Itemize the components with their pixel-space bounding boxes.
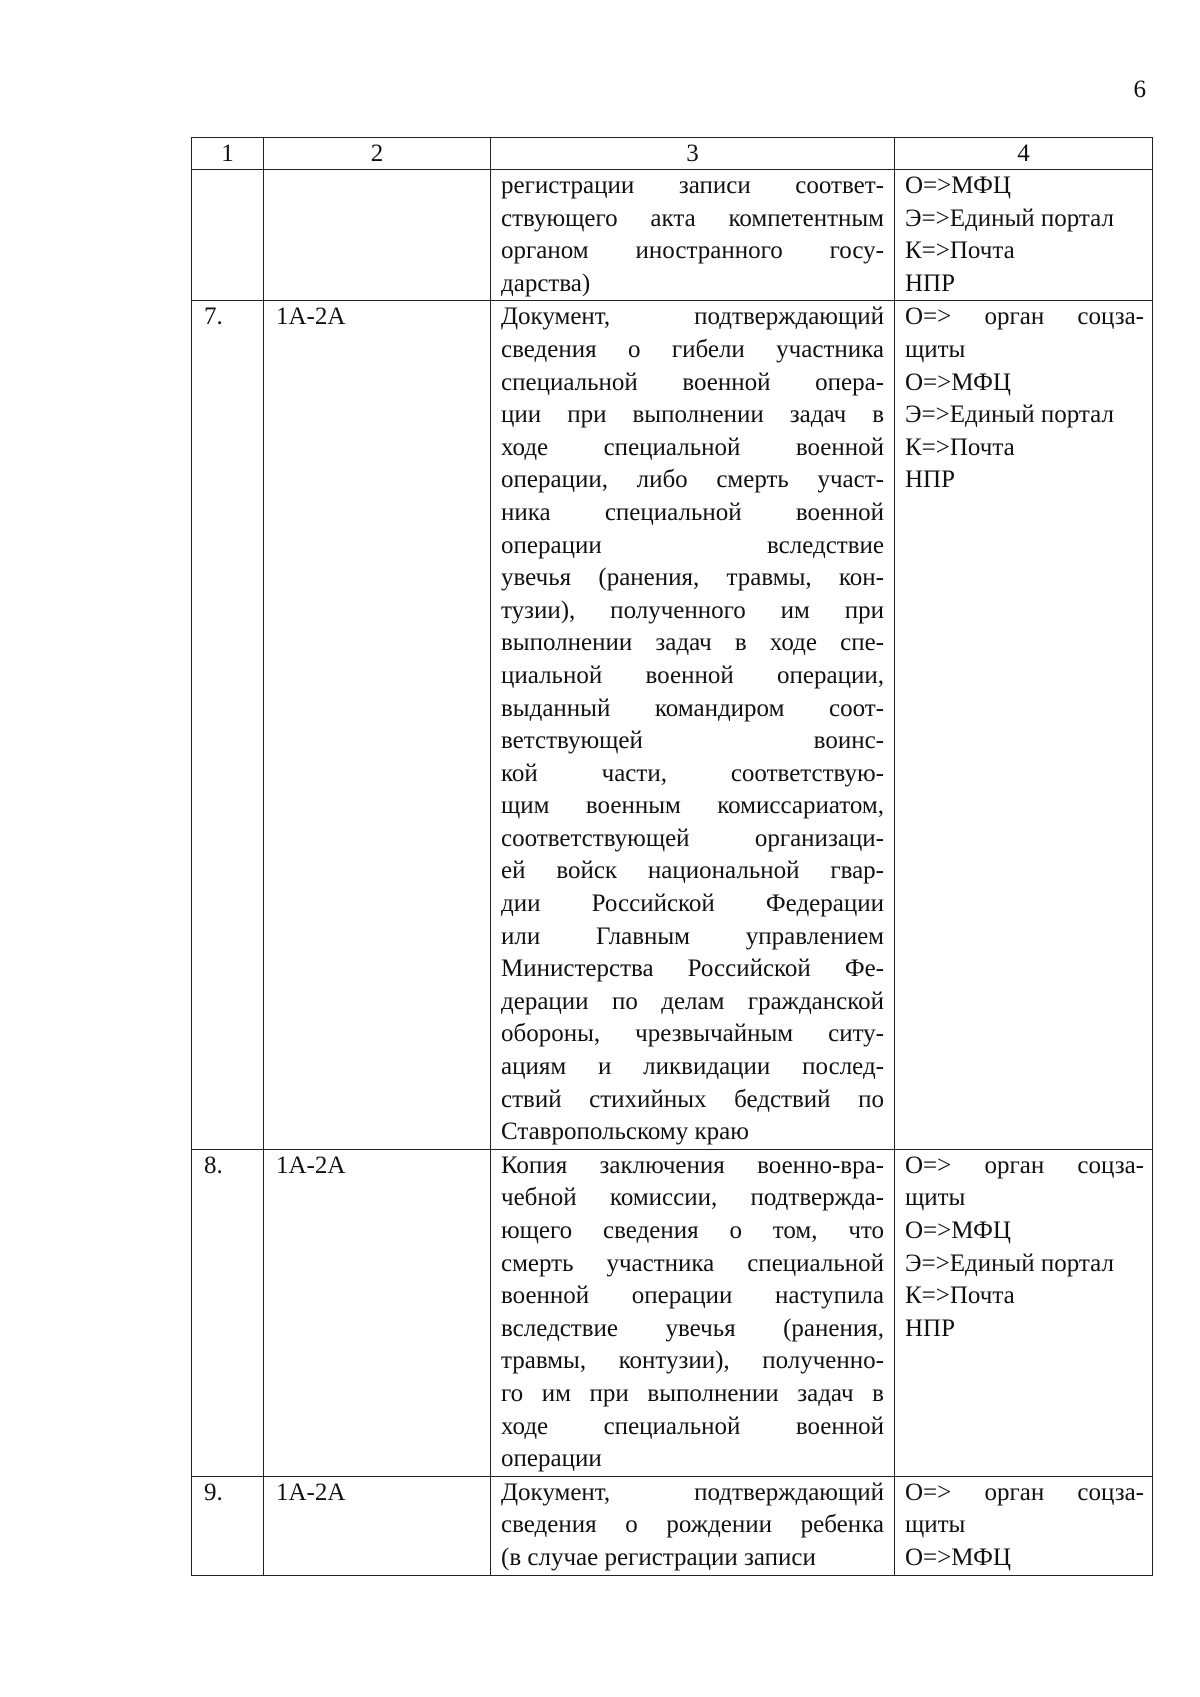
header-cell-4: 4 [895, 138, 1153, 170]
description-line: специальной военной опера- [501, 368, 884, 396]
channel-line: НПР [905, 1314, 956, 1342]
channel-line: щиты [905, 335, 966, 363]
channel-line: Э=>Единый портал [905, 204, 1114, 232]
channel-line: НПР [905, 466, 956, 494]
row-number: 7. [192, 301, 264, 1149]
channel-line: щиты [905, 1184, 966, 1212]
row-description [491, 170, 895, 301]
description-line: ника специальной военной [501, 498, 884, 526]
row-code: 1А-2А [264, 1476, 491, 1575]
table-row [192, 170, 1153, 301]
description-line: ющего сведения о том, что [501, 1217, 884, 1244]
channel-line: О=>МФЦ [905, 1543, 1011, 1571]
row-code [264, 170, 491, 301]
description-line: сведения о рождении ребенка [501, 1511, 884, 1539]
description-line: травмы, контузии), полученно- [501, 1347, 884, 1375]
description-line: военной операции наступила [501, 1282, 884, 1310]
channel-line: О=>МФЦ [905, 1217, 1011, 1244]
description-line: Ставропольскому краю [501, 1118, 749, 1146]
description-line: регистрации записи соответ- [501, 172, 884, 199]
row-code: 1А-2А [264, 1149, 491, 1476]
description-line: циальной военной операции, [501, 661, 884, 689]
channel-line: О=> орган соцза- [905, 1151, 1144, 1179]
description-line: Министерства Российской Фе- [501, 955, 884, 983]
description-line: дарства) [501, 269, 591, 297]
page-number: 6 [1133, 76, 1146, 103]
row-description [491, 301, 895, 1149]
description-line: сведения о гибели участника [501, 335, 884, 363]
description-line: Копия заключения военно-вра- [501, 1151, 884, 1179]
row-number: 8. [192, 1149, 264, 1476]
table-body [192, 170, 1153, 1576]
channel-line: О=>МФЦ [905, 172, 1011, 199]
channel-line: К=>Почта [905, 237, 1015, 265]
table-row [192, 301, 1153, 1149]
description-line: кой части, соответствую- [501, 759, 884, 787]
description-line: ции при выполнении задач в [501, 401, 884, 429]
table-row [192, 1149, 1153, 1476]
description-line: операции [501, 1445, 602, 1473]
channel-line: О=>МФЦ [905, 368, 1011, 396]
table-row [192, 1476, 1153, 1575]
description-line: дерации по делам гражданской [501, 987, 884, 1015]
description-line: ациям и ликвидации послед- [501, 1053, 884, 1081]
row-channels [895, 1476, 1153, 1575]
header-cell-3: 3 [491, 138, 895, 170]
channel-line: К=>Почта [905, 433, 1015, 461]
row-code: 1А-2А [264, 301, 491, 1149]
channel-line: Э=>Единый портал [905, 1249, 1114, 1277]
description-line: вследствие увечья (ранения, [501, 1314, 884, 1342]
channel-line: щиты [905, 1511, 966, 1539]
description-line: операции, либо смерть участ- [501, 466, 884, 494]
description-line: чебной комиссии, подтвержда- [501, 1184, 884, 1212]
row-channels [895, 1149, 1153, 1476]
description-line: выданный командиром соот- [501, 694, 884, 722]
row-number [192, 170, 264, 301]
description-line: соответствующей организаци- [501, 824, 884, 852]
description-line: ветствующей воинс- [501, 727, 884, 755]
description-line: тузии), полученного им при [501, 596, 884, 624]
description-line: щим военным комиссариатом, [501, 792, 884, 820]
description-line: Документ, подтверждающий [501, 303, 884, 331]
channel-line: Э=>Единый портал [905, 401, 1114, 429]
row-channels [895, 170, 1153, 301]
description-line: или Главным управлением [501, 922, 884, 950]
description-line: обороны, чрезвычайным ситу- [501, 1020, 884, 1048]
description-line: дии Российской Федерации [501, 890, 884, 918]
description-line: (в случае регистрации записи [501, 1543, 816, 1571]
header-cell-1: 1 [192, 138, 264, 170]
row-description [491, 1149, 895, 1476]
description-line: органом иностранного госу- [501, 237, 884, 265]
description-line: операции вследствие [501, 531, 884, 559]
description-line: смерть участника специальной [501, 1249, 884, 1277]
description-line: выполнении задач в ходе спе- [501, 629, 884, 657]
description-line: Документ, подтверждающий [501, 1478, 884, 1506]
row-channels [895, 301, 1153, 1149]
description-line: го им при выполнении задач в [501, 1379, 884, 1407]
channel-line: О=> орган соцза- [905, 1478, 1144, 1506]
table-header-row [192, 138, 1153, 170]
description-line: ствующего акта компетентным [501, 204, 884, 232]
documents-table [191, 137, 1153, 1576]
description-line: ходе специальной военной [501, 1412, 884, 1440]
description-line: ходе специальной военной [501, 433, 884, 461]
row-number: 9. [192, 1476, 264, 1575]
header-cell-2: 2 [264, 138, 491, 170]
channel-line: К=>Почта [905, 1282, 1015, 1310]
description-line: ствий стихийных бедствий по [501, 1085, 884, 1113]
channel-line: НПР [905, 269, 956, 297]
description-line: увечья (ранения, травмы, кон- [501, 564, 884, 592]
description-line: ей войск национальной гвар- [501, 857, 884, 885]
row-description [491, 1476, 895, 1575]
channel-line: О=> орган соцза- [905, 303, 1144, 331]
